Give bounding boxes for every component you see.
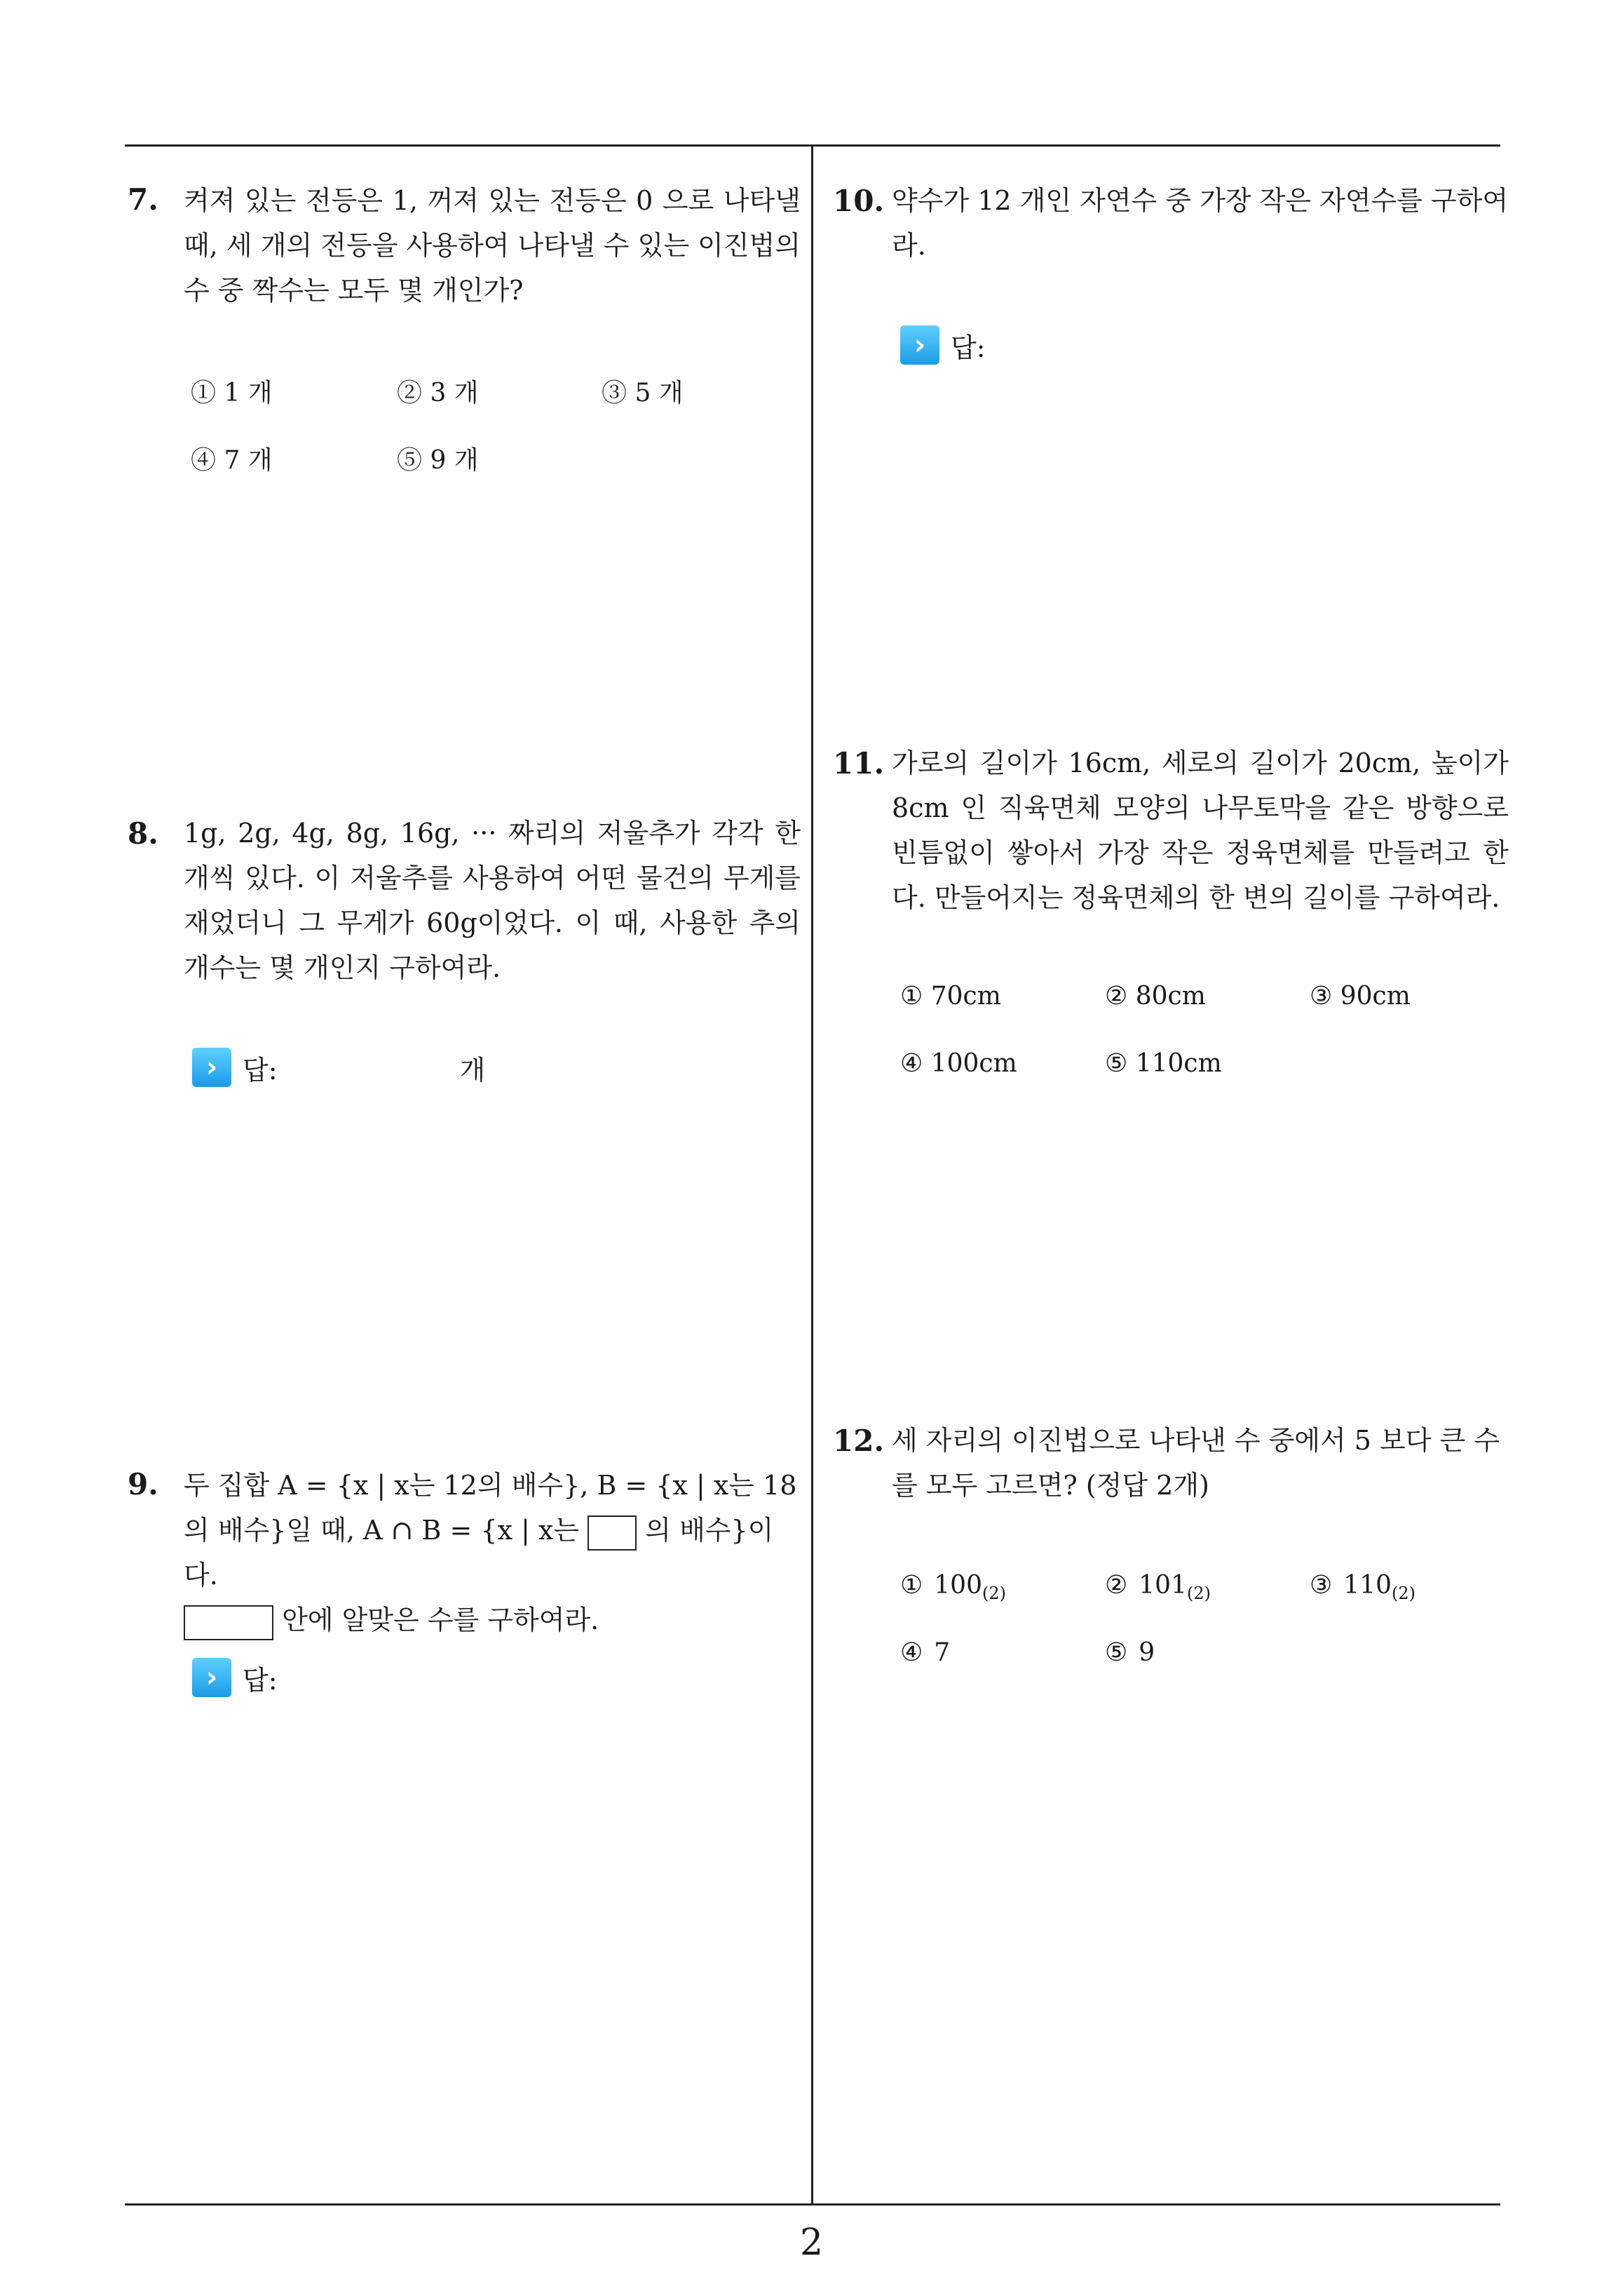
option-2[interactable]: ② 3 개 xyxy=(397,379,479,407)
answer-blank[interactable] xyxy=(278,1053,460,1081)
option-5[interactable]: ⑤ 9 개 xyxy=(397,446,479,475)
option-1[interactable]: ① 1 개 xyxy=(191,379,273,407)
option-3[interactable] xyxy=(1310,1571,1415,1603)
answer-blank[interactable] xyxy=(278,1663,558,1691)
option-2[interactable]: ② 80cm xyxy=(1105,982,1206,1011)
answer-label: 답: xyxy=(243,1664,278,1696)
option-subscript: (2) xyxy=(1187,1583,1211,1604)
option-value: 101 xyxy=(1139,1571,1187,1600)
option-value: 100 xyxy=(934,1571,982,1600)
option-mark: ③ xyxy=(1310,1571,1333,1600)
page-number: 2 xyxy=(799,2222,824,2264)
option-mark: ① xyxy=(900,1571,923,1600)
question-number: 9. xyxy=(128,1467,158,1501)
question-line-2 xyxy=(184,1508,801,1598)
answer-row xyxy=(192,1658,558,1697)
answer-blank[interactable] xyxy=(986,331,1266,359)
question-text: 1g, 2g, 4g, 8g, 16g, ··· 짜리의 저울추가 각각 한 개씩 있다. 이 저울추를 사용하여 어떤 물건의 무게를 재었더니 그 무게가 60g이었다. 이 때, 사용한 추의 개수는 몇 개인지 구하여라. xyxy=(184,818,801,983)
question-number: 7. xyxy=(128,182,158,217)
blank-box-wide xyxy=(184,1605,273,1640)
question-text: 약수가 12 개인 자연수 중 가장 작은 자연수를 구하여라. xyxy=(892,185,1509,261)
option-2[interactable] xyxy=(1105,1571,1211,1603)
chevron-right-icon: › xyxy=(192,1658,231,1697)
question-text xyxy=(184,1463,801,1642)
answer-label: 답: xyxy=(951,332,986,363)
option-5[interactable]: ⑤ 110cm xyxy=(1105,1049,1222,1078)
question-number: 11. xyxy=(833,746,885,781)
option-mark: ⑤ xyxy=(1105,1638,1128,1667)
question-line-3 xyxy=(184,1598,801,1642)
question-text: 켜져 있는 전등은 1, 꺼져 있는 전등은 0 으로 나타낼 때, 세 개의 전등을 사용하여 나타낼 수 있는 이진법의 수 중 짝수는 모두 몇 개인가? xyxy=(184,185,801,306)
option-4[interactable]: ④ 100cm xyxy=(900,1049,1017,1078)
option-value: 110 xyxy=(1343,1571,1392,1600)
answer-unit: 개 xyxy=(459,1054,486,1086)
option-subscript: (2) xyxy=(982,1583,1006,1604)
option-4[interactable]: ④ 7 개 xyxy=(191,446,273,475)
chevron-right-icon: › xyxy=(192,1048,231,1087)
option-mark: ② xyxy=(1105,1571,1128,1600)
bottom-rule xyxy=(125,2203,1500,2206)
line-2-end: 의 배수}이다. xyxy=(184,1515,774,1591)
question-line-1: 두 집합 A = {x | x는 12의 배수}, B = {x | x는 18 xyxy=(184,1470,797,1501)
chevron-right-icon: › xyxy=(900,325,939,365)
answer-row xyxy=(192,1048,485,1087)
question-number: 8. xyxy=(128,816,158,851)
option-subscript: (2) xyxy=(1392,1583,1415,1604)
option-mark: ④ xyxy=(900,1638,923,1667)
option-5[interactable] xyxy=(1105,1638,1155,1667)
question-number: 12. xyxy=(833,1424,885,1458)
answer-row xyxy=(900,325,1266,365)
question-text: 세 자리의 이진법으로 나타낸 수 중에서 5 보다 큰 수를 모두 고르면? (정답 2개) xyxy=(892,1425,1500,1501)
column-divider xyxy=(811,144,813,2206)
question-text: 가로의 길이가 16cm, 세로의 길이가 20cm, 높이가 8cm 인 직육면체 모양의 나무토막을 같은 방향으로 빈틈없이 쌓아서 가장 작은 정육면체를 만들려고 한다. 만들어지는 정육면체의 한 변의 길이를 구하여라. xyxy=(892,748,1509,913)
option-3[interactable]: ③ 5 개 xyxy=(602,379,684,407)
question-number: 10. xyxy=(833,184,885,218)
option-1[interactable]: ① 70cm xyxy=(900,982,1001,1011)
line-3-text: 안에 알맞은 수를 구하여라. xyxy=(282,1605,599,1635)
line-2-start: 의 배수}일 때, A ∩ B = {x | x는 xyxy=(184,1515,580,1546)
blank-box xyxy=(588,1515,637,1551)
answer-label: 답: xyxy=(243,1054,278,1086)
option-3[interactable]: ③ 90cm xyxy=(1310,982,1411,1011)
option-value: 9 xyxy=(1139,1638,1155,1667)
option-4[interactable] xyxy=(900,1638,950,1667)
option-value: 7 xyxy=(934,1638,951,1667)
option-1[interactable] xyxy=(900,1571,1006,1603)
